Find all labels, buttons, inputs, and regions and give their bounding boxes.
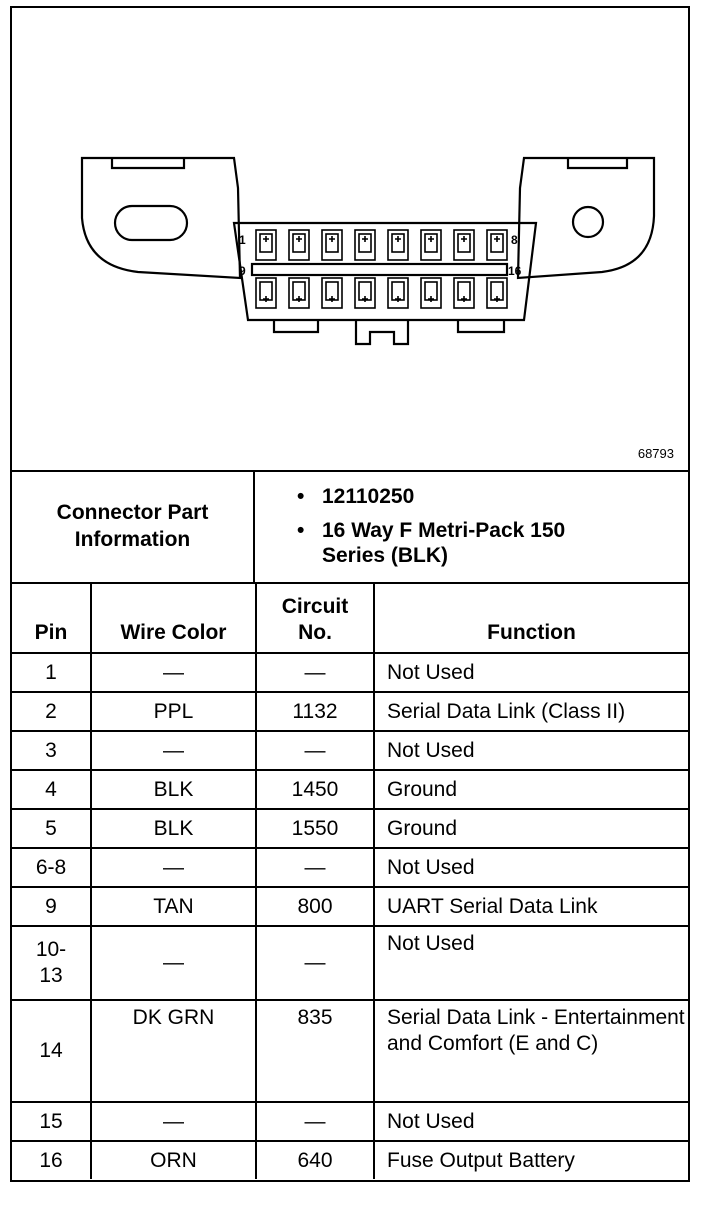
pin-9-label: 9 (239, 264, 246, 278)
connector-sheet (10, 6, 690, 1182)
circuit-no-cell: 1450 (256, 770, 374, 809)
pin-cell: 16 (12, 1141, 91, 1179)
pin-row (12, 731, 688, 770)
pin-cell: 2 (12, 692, 91, 731)
pin-cavity (388, 230, 408, 260)
pin-cell: 1 (12, 653, 91, 692)
connector-part-info-label: Connector Part Information (12, 470, 255, 582)
pin-cell: 14 (12, 1000, 91, 1102)
function-cell: Fuse Output Battery (374, 1141, 688, 1179)
pin-row (12, 1141, 688, 1179)
function-cell: Not Used (374, 731, 688, 770)
wire-color-cell: PPL (91, 692, 256, 731)
pin-table (12, 582, 688, 1179)
connector-part-info-list: • 12110250 • 16 Way F Metri-Pack 150 Series (BLK) (297, 485, 566, 567)
circuit-no-cell: — (256, 1102, 374, 1141)
pin-1-label: 1 (239, 233, 246, 247)
pin-row (12, 1102, 688, 1141)
function-cell: Not Used (374, 1102, 688, 1141)
circuit-no-cell: — (256, 848, 374, 887)
function-cell: UART Serial Data Link (374, 887, 688, 926)
wire-color-cell: ORN (91, 1141, 256, 1179)
pin-cell: 3 (12, 731, 91, 770)
wire-color-cell: — (91, 731, 256, 770)
pin-cell: 6-8 (12, 848, 91, 887)
left-mounting-ear (82, 158, 240, 278)
wire-color-cell: TAN (91, 887, 256, 926)
pin-header: Pin (12, 582, 91, 653)
right-mounting-ear (518, 158, 654, 278)
circuit-no-cell: — (256, 731, 374, 770)
function-cell: Serial Data Link - Entertainment and Comfort (E and C) (374, 1000, 688, 1102)
pin-16-label: 16 (508, 264, 522, 278)
wire-color-cell: BLK (91, 809, 256, 848)
connector-figure (12, 8, 688, 472)
pin-cavity (421, 278, 441, 308)
circuit-no-cell: 800 (256, 887, 374, 926)
pin-cavity (454, 230, 474, 260)
pin-row (12, 1000, 688, 1102)
wire-color-cell: — (91, 848, 256, 887)
center-divider (252, 264, 507, 275)
circuit-no-cell: 835 (256, 1000, 374, 1102)
pin-cavity (355, 278, 375, 308)
pin-cavity (322, 230, 342, 260)
function-cell: Ground (374, 809, 688, 848)
right-mounting-hole (573, 207, 603, 237)
connector-drawing (12, 8, 688, 470)
circuit-no-cell: 1132 (256, 692, 374, 731)
pin-cell: 5 (12, 809, 91, 848)
function-cell: Not Used (374, 848, 688, 887)
pin-8-label: 8 (511, 233, 518, 247)
pin-cavity (388, 278, 408, 308)
pin-row (12, 887, 688, 926)
connector-part-info (12, 470, 688, 584)
wire-color-cell: — (91, 653, 256, 692)
function-cell: Serial Data Link (Class II) (374, 692, 688, 731)
pin-cavity (289, 230, 309, 260)
circuit-no-cell: 1550 (256, 809, 374, 848)
function-cell: Not Used (374, 926, 688, 1000)
pin-cavity (487, 230, 507, 260)
pin-cavity (487, 278, 507, 308)
pin-cavity (355, 230, 375, 260)
pin-row (12, 926, 688, 1000)
pin-row (12, 848, 688, 887)
pin-table-header (12, 582, 688, 653)
pin-cavity (256, 230, 276, 260)
circuit-no-cell: — (256, 653, 374, 692)
pin-cell: 9 (12, 887, 91, 926)
wire-color-cell: — (91, 926, 256, 1000)
pin-row (12, 809, 688, 848)
bullet-icon: • (297, 519, 305, 542)
pin-cavity (256, 278, 276, 308)
pin-cell: 10-13 (12, 926, 91, 1000)
circuit-no-cell: 640 (256, 1141, 374, 1179)
bullet-icon: • (297, 485, 305, 508)
pin-row (12, 692, 688, 731)
circuit-no-cell: — (256, 926, 374, 1000)
wire-color-cell: BLK (91, 770, 256, 809)
pin-row (12, 770, 688, 809)
figure-id: 68793 (637, 446, 674, 461)
wire-color-cell: DK GRN (91, 1000, 256, 1102)
pin-cavity (322, 278, 342, 308)
wire-color-header: Wire Color (91, 582, 256, 653)
pin-cavity (289, 278, 309, 308)
pin-cell: 15 (12, 1102, 91, 1141)
pin-cavity (421, 230, 441, 260)
pin-cavity (454, 278, 474, 308)
circuit-no-header: Circuit No. (256, 582, 374, 653)
pin-row (12, 653, 688, 692)
wire-color-cell: — (91, 1102, 256, 1141)
left-mounting-slot (115, 206, 187, 240)
function-cell: Not Used (374, 653, 688, 692)
pin-cell: 4 (12, 770, 91, 809)
function-header: Function (374, 582, 688, 653)
function-cell: Ground (374, 770, 688, 809)
